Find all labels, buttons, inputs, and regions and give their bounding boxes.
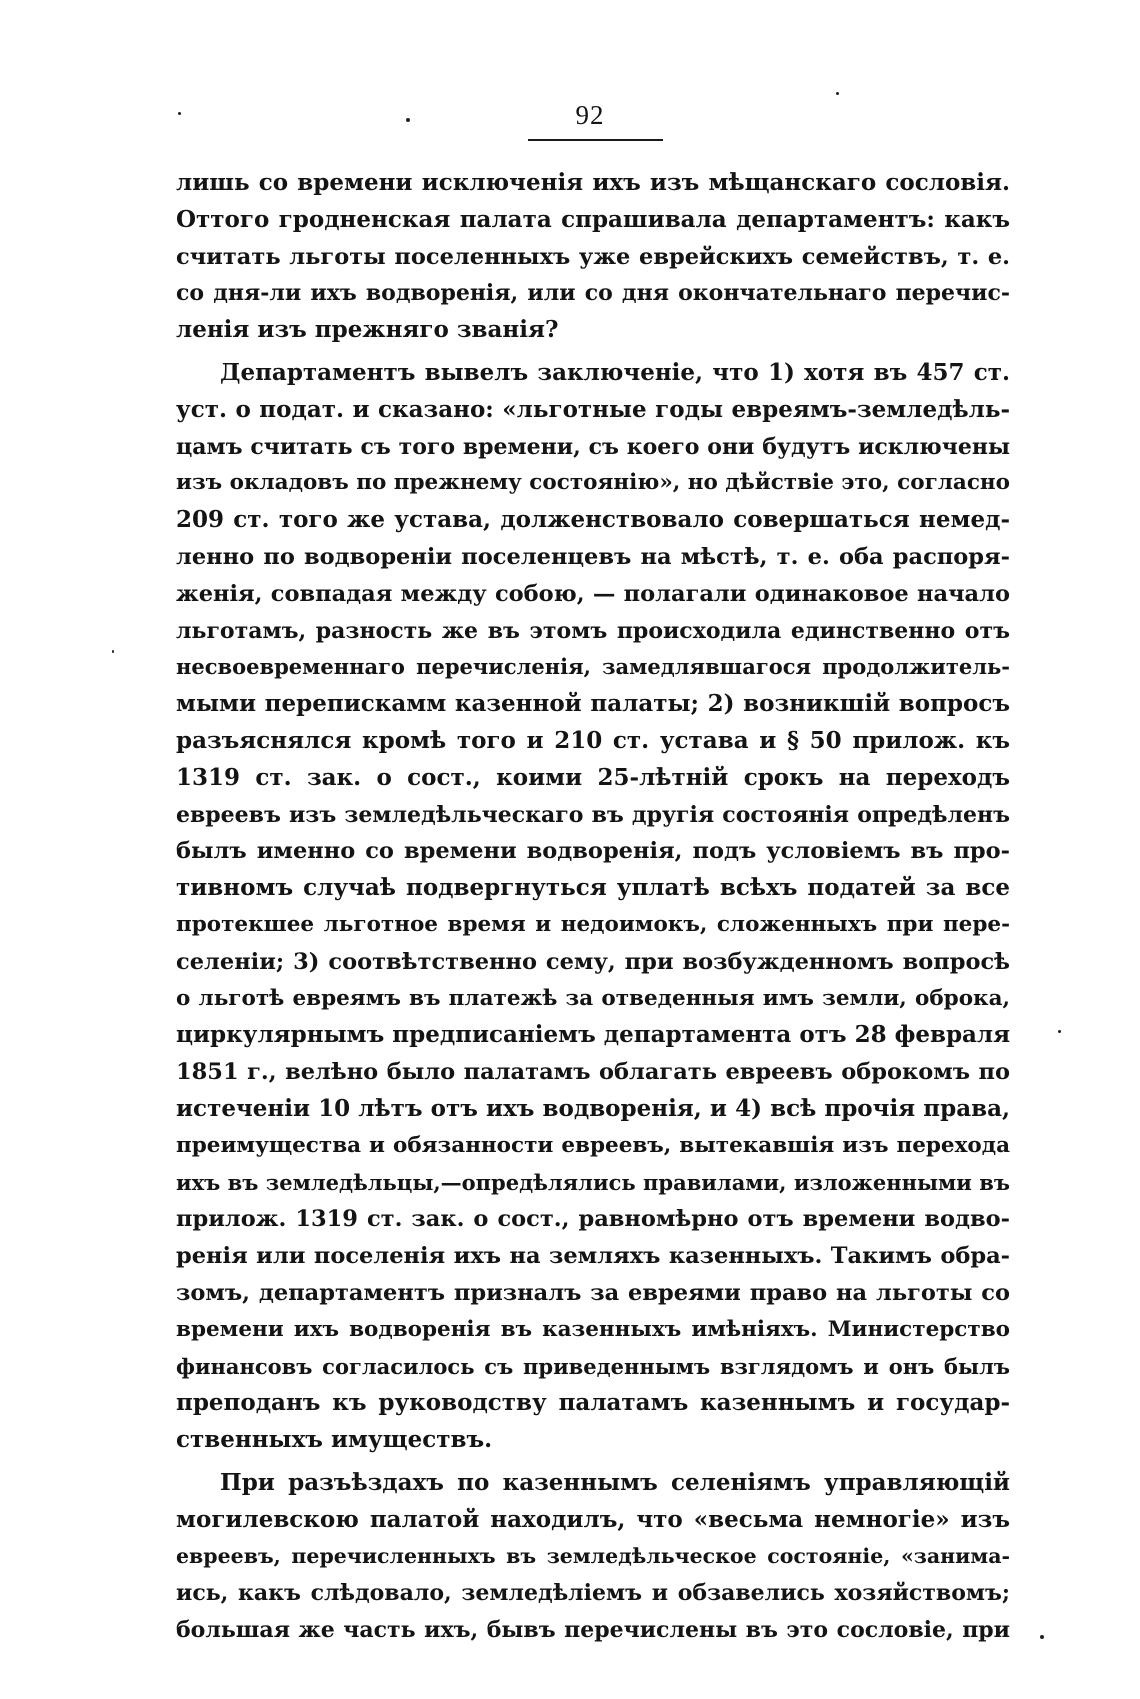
text-line: времени ихъ водворенія въ казенныхъ имѣніяхъ. Министерство xyxy=(176,1316,1010,1342)
text-line: большая же часть ихъ, бывъ перечислены въ это сословіе, при xyxy=(176,1617,1010,1644)
text-line: мыми перепискамм казенной палаты; 2) возникшій вопросъ xyxy=(176,690,1010,718)
text-line: преподанъ къ руководству палатамъ казеннымъ и государ- xyxy=(176,1389,1010,1417)
scan-speck xyxy=(1040,1635,1044,1639)
text-line: о льготѣ евреямъ въ платежѣ за отведенныя имъ земли, оброка, xyxy=(176,985,1010,1011)
text-line: селеніи; 3) соотвѣтственно сему, при возбужденномъ вопросѣ xyxy=(176,948,1010,975)
text-line: зомъ, департаментъ призналъ за евреями право на льготы со xyxy=(176,1279,1010,1306)
text-line: 1319 ст. зак. о сост., коими 25-лѣтній срокъ на переходъ xyxy=(176,763,1010,791)
text-line: 1851 г., велѣно было палатамъ облагать евреевъ оброкомъ по xyxy=(176,1059,1010,1086)
text-line: льготамъ, разность же въ этомъ происходила единственно отъ xyxy=(176,617,1010,644)
page-number-rule xyxy=(528,139,663,141)
scan-speck xyxy=(1058,1030,1061,1033)
body-text xyxy=(176,165,1010,1649)
text-line: ись, какъ слѣдовало, земледѣліемъ и обзавелись хозяйствомъ; xyxy=(176,1580,1010,1607)
text-line: евреевъ изъ земледѣльческаго въ другія состоянія опредѣленъ xyxy=(176,801,1010,828)
text-line: циркулярнымъ предписаніемъ департамента отъ 28 февраля xyxy=(176,1021,1010,1049)
text-line: ленно по водвореніи поселенцевъ на мѣстѣ, т. е. оба распоря- xyxy=(176,543,1010,570)
text-line: При разъѣздахъ по казеннымъ селеніямъ управляющій xyxy=(220,1468,1010,1496)
scan-speck xyxy=(836,92,839,95)
text-line: тивномъ случаѣ подвергнуться уплатѣ всѣхъ податей за все xyxy=(176,874,1010,902)
text-line: истеченіи 10 лѣтъ отъ ихъ водворенія, и 4) всѣ прочія права, xyxy=(176,1094,1010,1122)
text-line: ленія изъ прежняго званія? xyxy=(176,316,559,344)
text-line: несвоевременнаго перечисленія, замедлявшагося продолжитель- xyxy=(176,654,1010,680)
text-line: разъяснялся кромѣ того и 210 ст. устава и § 50 прилож. къ xyxy=(176,726,1010,754)
text-line: цамъ считать съ того времени, съ коего они будутъ исключены xyxy=(176,433,1010,460)
text-line: могилевскою палатой находилъ, что «весьма немногіе» изъ xyxy=(176,1505,1010,1533)
text-line: изъ окладовъ по прежнему состоянію», но дѣйствіе это, согласно xyxy=(176,470,1010,496)
text-line: считать льготы поселенныхъ уже еврейскихъ семействъ, т. е. xyxy=(176,243,1010,270)
text-line: протекшее льготное время и недоимокъ, сложенныхъ при пере- xyxy=(176,911,1010,937)
text-line: прилож. 1319 ст. зак. о сост., равномѣрно отъ времени водво- xyxy=(176,1206,1010,1233)
paragraph-2 xyxy=(176,355,1010,1459)
text-line: ихъ въ земледѣльцы,—опредѣлялись правилами, изложенными въ xyxy=(176,1169,1010,1195)
text-line: лишь со времени исключенія ихъ изъ мѣщанскаго сословія. xyxy=(176,169,1010,196)
text-line: былъ именно со времени водворенія, подъ условіемъ въ про- xyxy=(176,838,1010,865)
text-line: со дня-ли ихъ водворенія, или со дня окончательнаго перечис- xyxy=(176,280,1010,307)
text-line: 209 ст. того же устава, долженствовало совершаться немед- xyxy=(176,506,1010,534)
scan-speck xyxy=(406,118,410,122)
paragraph-3 xyxy=(176,1465,1010,1649)
text-line: преимущества и обязанности евреевъ, вытекавшія изъ перехода xyxy=(176,1132,1010,1158)
text-line: евреевъ, перечисленныхъ въ земледѣльческое состояніе, «занима- xyxy=(176,1544,1010,1569)
text-line: финансовъ согласилось съ приведеннымъ взглядомъ и онъ былъ xyxy=(176,1353,1010,1379)
page-number: 92 xyxy=(575,100,605,130)
text-line: женія, совпадая между собою, — полагали одинаковое начало xyxy=(176,580,1010,607)
scan-speck xyxy=(112,650,114,653)
text-line: Департаментъ вывелъ заключеніе, что 1) хотя въ 457 ст. xyxy=(220,358,1010,386)
scan-speck xyxy=(178,112,181,115)
paragraph-1 xyxy=(176,165,1010,349)
text-line: ственныхъ имуществъ. xyxy=(176,1426,493,1454)
text-line: Оттого гродненская палата спрашивала департаментъ: какъ xyxy=(176,205,1010,233)
text-line: уст. о подат. и сказано: «льготные годы евреямъ-земледѣль- xyxy=(176,395,1010,423)
text-line: ренія или поселенія ихъ на земляхъ казенныхъ. Такимъ обра- xyxy=(176,1243,1010,1270)
